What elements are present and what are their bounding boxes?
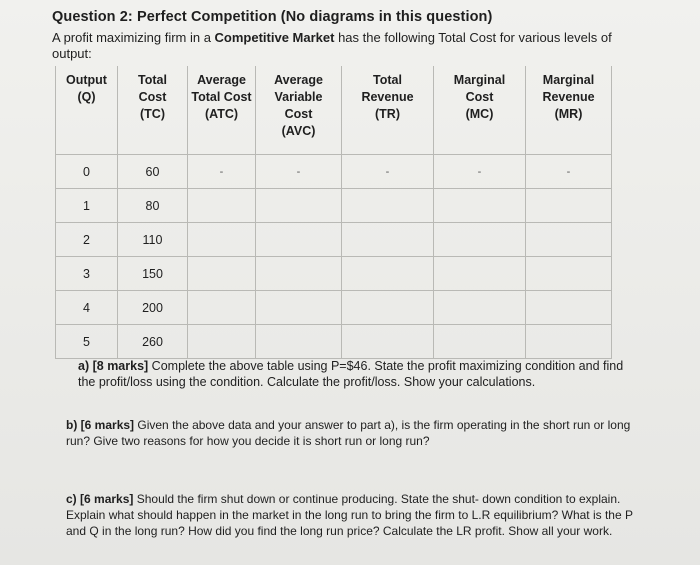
part-a bbox=[78, 358, 638, 390]
cell-tr bbox=[342, 325, 434, 359]
cell-mc: - bbox=[434, 155, 526, 189]
cell-mc bbox=[434, 189, 526, 223]
part-a-marks: [8 marks] bbox=[92, 359, 149, 373]
header-total-cost: Total Cost (TC) bbox=[118, 67, 188, 155]
cell-tr: - bbox=[342, 155, 434, 189]
part-c bbox=[66, 491, 636, 539]
header-average-variable-cost: Average Variable Cost (AVC) bbox=[256, 67, 342, 155]
part-a-label: a) bbox=[78, 359, 90, 373]
cell-avc bbox=[256, 223, 342, 257]
part-b-label: b) bbox=[66, 418, 78, 432]
cell-atc: - bbox=[188, 155, 256, 189]
cell-tc: 80 bbox=[118, 189, 188, 223]
cell-avc bbox=[256, 325, 342, 359]
intro-text-end: has the following Total Cost for various levels of output: bbox=[52, 30, 612, 61]
cell-mc bbox=[434, 223, 526, 257]
cell-mr bbox=[526, 223, 612, 257]
cell-avc: - bbox=[256, 155, 342, 189]
cell-tc: 200 bbox=[118, 291, 188, 325]
intro-text-start: A profit maximizing firm in a bbox=[52, 30, 215, 45]
cell-avc bbox=[256, 189, 342, 223]
cell-mr bbox=[526, 189, 612, 223]
cost-table bbox=[55, 66, 612, 359]
cell-q: 1 bbox=[56, 189, 118, 223]
cell-atc bbox=[188, 257, 256, 291]
table-row bbox=[56, 189, 612, 223]
question-title: Question 2: Perfect Competition (No diagrams in this question) bbox=[52, 9, 493, 25]
part-b-text: Given the above data and your answer to part a), is the firm operating in the short run or long run? Give two reasons for how you decide it is short run or long run? bbox=[66, 418, 631, 448]
cell-mc bbox=[434, 325, 526, 359]
cell-avc bbox=[256, 291, 342, 325]
header-output: Output (Q) bbox=[56, 67, 118, 155]
cell-avc bbox=[256, 257, 342, 291]
cell-q: 0 bbox=[56, 155, 118, 189]
cell-mr bbox=[526, 257, 612, 291]
cell-q: 3 bbox=[56, 257, 118, 291]
cell-tc: 150 bbox=[118, 257, 188, 291]
cell-mc bbox=[434, 291, 526, 325]
cell-mr: - bbox=[526, 155, 612, 189]
cell-tr bbox=[342, 257, 434, 291]
cell-tr bbox=[342, 223, 434, 257]
cell-mr bbox=[526, 291, 612, 325]
cell-q: 4 bbox=[56, 291, 118, 325]
header-total-revenue: Total Revenue (TR) bbox=[342, 67, 434, 155]
cell-mc bbox=[434, 257, 526, 291]
part-c-text: Should the firm shut down or continue producing. State the shut- down condition to explain. Explain what should happen in the market in the long run to bring the firm to L.R equilibrium? What is the P and Q in the long run? How did you find the long run price? Calculate the LR profit. Show all your work. bbox=[66, 492, 633, 538]
cell-atc bbox=[188, 325, 256, 359]
table-row bbox=[56, 325, 612, 359]
table-row bbox=[56, 155, 612, 189]
header-marginal-cost: Marginal Cost (MC) bbox=[434, 67, 526, 155]
part-c-label: c) bbox=[66, 492, 77, 506]
part-b bbox=[66, 417, 636, 449]
part-c-marks: [6 marks] bbox=[80, 492, 134, 506]
table-row bbox=[56, 257, 612, 291]
table-row bbox=[56, 223, 612, 257]
cell-tc: 60 bbox=[118, 155, 188, 189]
cell-mr bbox=[526, 325, 612, 359]
intro-bold-term: Competitive Market bbox=[214, 30, 335, 45]
part-b-marks: [6 marks] bbox=[80, 418, 135, 432]
cell-tc: 110 bbox=[118, 223, 188, 257]
header-marginal-revenue: Marginal Revenue (MR) bbox=[526, 67, 612, 155]
cell-atc bbox=[188, 189, 256, 223]
part-a-text: Complete the above table using P=$46. State the profit maximizing condition and find the profit/loss using the condition. Calculate the profit/loss. Show your calculations. bbox=[78, 359, 624, 389]
cell-q: 2 bbox=[56, 223, 118, 257]
cell-atc bbox=[188, 223, 256, 257]
cell-tr bbox=[342, 291, 434, 325]
cell-atc bbox=[188, 291, 256, 325]
cell-tr bbox=[342, 189, 434, 223]
cell-tc: 260 bbox=[118, 325, 188, 359]
header-average-total-cost: Average Total Cost (ATC) bbox=[188, 67, 256, 155]
table-header-row bbox=[56, 67, 612, 155]
question-intro bbox=[52, 30, 632, 62]
cell-q: 5 bbox=[56, 325, 118, 359]
table-row bbox=[56, 291, 612, 325]
